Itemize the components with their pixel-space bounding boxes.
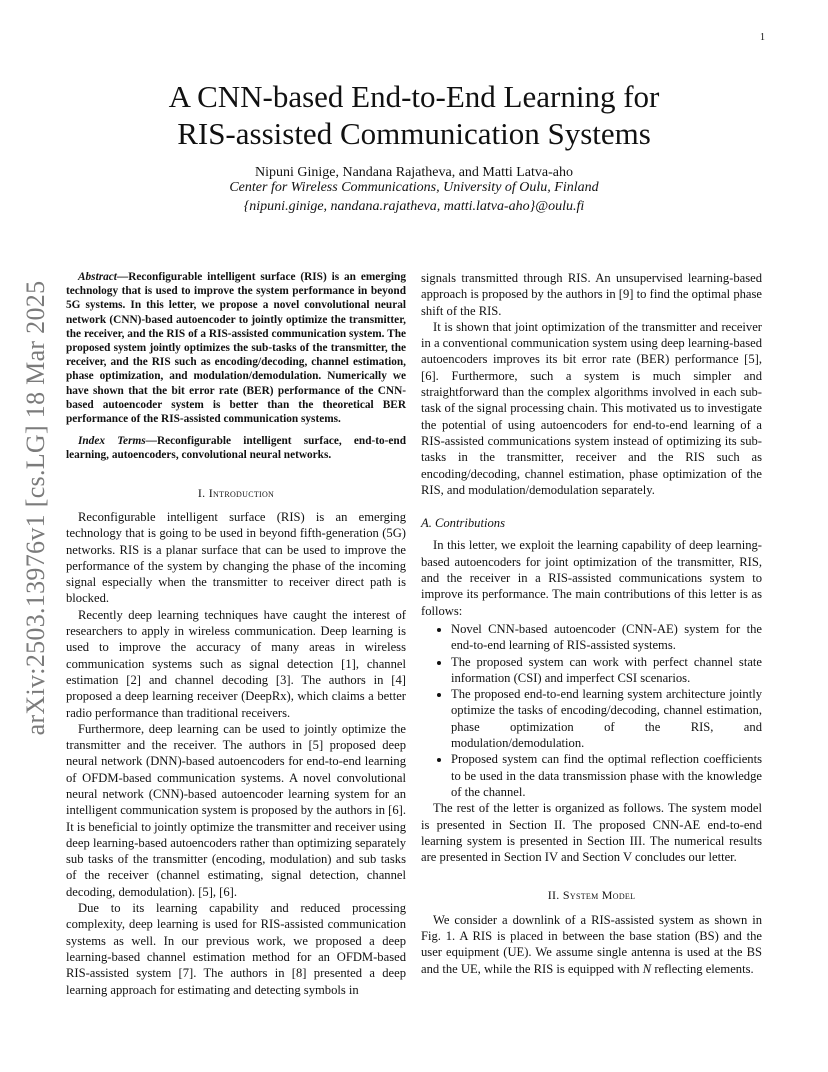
page-number: 1 [760, 32, 765, 43]
contributions-list [421, 621, 762, 800]
section-name: Introduction [208, 485, 275, 500]
affiliation: Center for Wireless Communications, University of Oulu, Finland [229, 180, 599, 195]
intro-paragraph-5: It is shown that joint optimization of the transmitter and receiver in a conventional communication system using deep learning-based autoencoders improves its bit error rate (BER) performance [5], [6]. Furthermore, such a system is much simpler and straightforward than the complex algorithms involved in each sub-task of the signal processing chain. This motivated us to investigate the potential of using autoencoders for end-to-end learning of a RIS-assisted communications system instead of optimizing its sub-tasks in the transmitter, receiver and the RIS such as encoding/decoding, channel estimation, phase optimization of the RIS, and modulation/demodulation separately. [421, 319, 762, 497]
arxiv-stamp-text: arXiv:2503.13976v1 [cs.LG] 18 Mar 2025 [21, 280, 50, 736]
list-item: • The proposed system can work with perfect channel state information (CSI) and imperfect CSI scenarios. [451, 654, 762, 687]
intro-paragraph-4: Due to its learning capability and reduced processing complexity, deep learning is used for RIS-assisted communication systems as well. In our previous work, we proposed a deep learning-based channel estimation method for an OFDM-based RIS-assisted system [7]. The authors in [8] presented a deep learning approach for estimating and detecting symbols in [66, 901, 406, 997]
emails: {nipuni.ginige, nandana.rajatheva, matti.latva-aho}@oulu.fi [243, 199, 585, 214]
list-item: • Novel CNN-based autoencoder (CNN-AE) system for the end-to-end learning of RIS-assisted systems. [451, 621, 762, 654]
abstract [66, 270, 406, 426]
subsection-heading-contributions: A. Contributions [421, 516, 505, 531]
section-name: System Model [562, 888, 636, 903]
arxiv-stamp [21, 258, 51, 758]
section-heading-system-model [421, 887, 762, 903]
abstract-lead: Abstract [78, 271, 117, 283]
index-terms-lead: Index Terms [78, 435, 146, 448]
intro-paragraph-4-cont: signals transmitted through RIS. An unsupervised learning-based approach is proposed by the authors in [9] to find the optimal phase shift of the RIS. [421, 271, 762, 318]
organization-paragraph: The rest of the letter is organized as follows. The system model is presented in Section II. The proposed CNN-AE end-to-end learning system is presented in Section III. The numerical results are presented in Section IV and Section V concludes our letter. [421, 801, 762, 865]
list-item: • Proposed system can find the optimal reflection coefficients to be used in the data transmission phase with the knowledge of the channel. [451, 751, 762, 800]
paper-title [60, 78, 768, 152]
left-column [66, 270, 406, 998]
section-number: II. [547, 888, 563, 903]
abstract-text: —Reconfigurable intelligent surface (RIS) is an emerging technology that is used to improve the system performance in beyond 5G systems. In this letter, we propose a novel convolutional neural network (CNN)-based autoencoder to jointly optimize the transmitter, the receiver, and the RIS of a RIS-assisted communication system. The proposed system jointly optimizes the sub-tasks of the transmitter, the receiver, and the RIS such as encoding/decoding, channel estimation, phase optimization, and modulation/demodulation. Numerically we have shown that the bit error rate (BER) performance of the CNN-based autoencoder system is better than the theoretical BER performance of the RIS-assisted communication systems. [66, 271, 406, 426]
intro-paragraph-2: Recently deep learning techniques have caught the interest of researchers to apply in wireless communication. Deep learning is used to improve the accuracy of many areas in wireless communication systems such as signal detection [1], channel estimation [2] and channel decoding [3]. The authors in [4] proposed a deep learning receiver (DeepRx), which claims a better radio performance than traditional receivers. [66, 607, 406, 720]
contributions-paragraph: In this letter, we exploit the learning capability of deep learning-based autoencoders for joint optimization of the transmitter, RIS, and the receiver in a RIS-assisted communications system to improve its performance. The main contributions of this letter is as follows: [421, 538, 762, 618]
title-line-1: A CNN-based End-to-End Learning for [168, 79, 660, 114]
authors: Nipuni Ginige, Nandana Rajatheva, and Matti Latva-aho [254, 165, 573, 180]
intro-paragraph-3: Furthermore, deep learning can be used to jointly optimize the transmitter and the receiver. The authors in [5] proposed deep neural network (DNN)-based autoencoders for end-to-end learning of OFDM-based communication systems. A novel convolutional neural network (CNN)-based autoencoder learning system for an intelligent communication system is proposed by the authors in [6]. It is beneficial to jointly optimize the transmitter and receiver using deep learning-based autoencoders rather than optimizing separately sub tasks of the transmitter (encoding, modulation) and sub tasks of the receiver (channel estimating, signal detection, channel decoding, demodulation). [5], [6]. [66, 721, 406, 899]
variable-n: N [642, 961, 652, 976]
system-model-paragraph [421, 912, 762, 977]
system-model-text-end: reflecting elements. [651, 961, 754, 976]
right-column [421, 270, 762, 977]
system-model-text: We consider a downlink of a RIS-assisted system as shown in Fig. 1. A RIS is placed in between the base station (BS) and the user equipment (UE). We assume single antenna is used at the BS and the UE, while the RIS is equipped with [421, 912, 762, 976]
index-terms [66, 434, 406, 462]
title-line-2: RIS-assisted Communication Systems [177, 116, 651, 151]
index-terms-text: —Reconfigurable intelligent surface, end-to-end learning, autoencoders, convolutional neural networks. [66, 435, 406, 462]
section-heading-introduction [66, 485, 406, 501]
list-item: • The proposed end-to-end learning system architecture jointly optimize the tasks of encoding/decoding, channel estimation, phase optimization of the RIS, and modulation/demodulation. [451, 686, 762, 751]
intro-paragraph-1: Reconfigurable intelligent surface (RIS) is an emerging technology that is going to be used in beyond fifth-generation (5G) networks. RIS is a planar surface that can be used to improve the performance of the system by changing the phase of the incoming signal especially when the transmitter to receiver direct path is blocked. [66, 509, 406, 606]
section-number: I. [197, 485, 209, 500]
